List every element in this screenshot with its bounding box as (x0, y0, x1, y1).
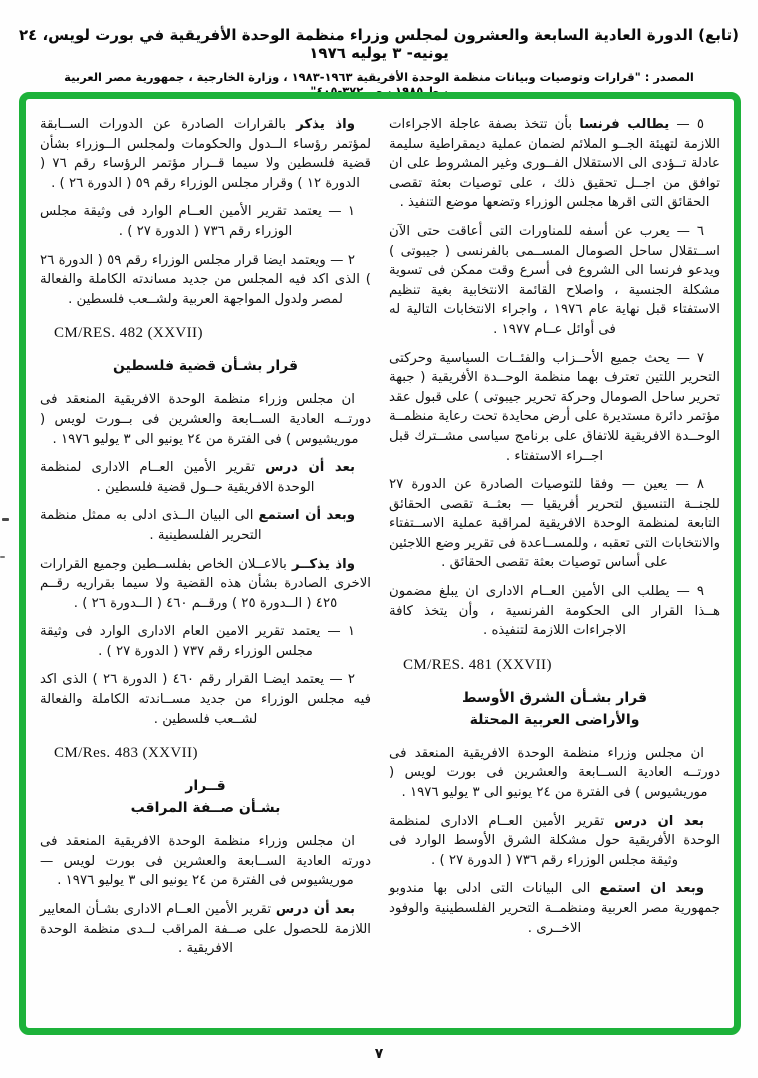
paragraph (389, 879, 720, 938)
resolution-code: CM/RES. 481 (XXVII) (403, 656, 552, 673)
text-run: ان مجلس وزراء منظمة الوحدة الافريقية المنعقد فى دورتــه العادية الســابعة والعشرين فى بــورت لويس ( موريشيوس ) فى الفترة من ٢٤ يونيو الى ٣ يوليو ١٩٧٦ . (40, 392, 371, 447)
bold-lead: يطالب فرنسا (579, 117, 670, 132)
text-run: ٦ — يعرب عن أسفه للمناورات التى أعاقت حتى الآن اســتقلال ساحل الصومال المســمى بالفرنسى ( جيبوتى ) ويدعو فرنسا الى الشروع فى أسرع وقت ممكن فى تسوية مشكلة الجنسية ، واصلاح القائمة الانتخابية بغية تنظيم الاستفتاء قبل نهاية عام ١٩٧٦ ، واجراء الانتخابات التالية له فى أوائل عــام ١٩٧٧ . (389, 223, 721, 337)
paragraph (40, 900, 371, 959)
paragraph (40, 506, 371, 545)
bold-lead: وبعد أن استمع (258, 508, 355, 524)
header-session-line: (تابع) الدورة العادية السابعة والعشرون لمجلس وزراء منظمة الوحدة الأفريقية في بورت لويس، ٢٤ يونيه- ٣ يوليه ١٩٧٦ (18, 26, 740, 62)
text-run: ٢ — ويعتمد ايضا قرار مجلس الوزراء رقم ٥٩ ( الدورة ٢٦ ) الذى اكد فيه المجلس من جديد مساندته الكاملة والفعالة لمصر ولدول المواجهة العربية ولشــعب فلسطين . (40, 252, 371, 307)
paragraph (40, 390, 371, 449)
paragraph (389, 349, 720, 467)
page-header (0, 26, 758, 98)
columns-container (26, 99, 734, 1028)
text-run: ٢ — يعتمد ايضـا القرار رقم ٤٦٠ ( الدورة ٢٦ ) الذى اكد فيه مجلس الوزراء من جديد مســاندته الكاملة والفعالة لشــعب فلسطين . (40, 672, 371, 727)
bold-lead: وبعد ان استمع (599, 881, 705, 897)
bold-lead: بعد ان درس (614, 813, 705, 829)
paragraph (389, 812, 720, 871)
scan-artifact-mark (2, 518, 9, 521)
scan-artifact-mark (0, 556, 5, 558)
paragraph (40, 832, 371, 891)
text-run: بالاعــلان الخاص بفلســطين وجميع القرارات الاخرى الصادرة بشأن هذه القضية ولا سيما بقراريه رقــم ٤٢٥ ( الــدورة ٢٥ ) ورقــم ٤٦٠ ( الــدورة ٢٦ ) . (40, 556, 371, 611)
text-run: ٥ — (669, 117, 704, 132)
paragraph (389, 582, 720, 641)
paragraph (40, 555, 371, 614)
resolution-title-line: قرار بشـأن الشرق الأوسط (461, 689, 648, 706)
text-run: بالقرارات الصادرة عن الدورات الســابقة لمؤتمر رؤساء الــدول والحكومات ولمجلس الــوزراء بشأن قضية فلسطين ولا سيما قــرار مؤتمر الرؤساء رقم ٧٦ ( الدورة ١٢ ) وقرار مجلس الوزراء رقم ٥٩ ( الدورة ٢٦ ) . (40, 117, 371, 191)
resolution-title-line: قــرار (185, 778, 226, 795)
text-run: الى البيان الــذى ادلى به ممثل منظمة التحرير الفلسطينية . (40, 508, 262, 543)
text-run: ان مجلس وزراء منظمة الوحدة الافريقية المنعقد فى دورته العادية الســابعة والعشرين فى بورت لويس — موريشيوس فى الفترة من ٢٤ يونيو الى ٣ يوليو ١٩٧٦ . (40, 834, 371, 889)
column-left (40, 115, 371, 1018)
text-run: ١ — يعتمد تقرير الامين العام الادارى الوارد فى وثيقة مجلس الوزراء رقم ٧٣٧ ( الدورة ٢٧ ) . (40, 624, 355, 659)
text-run: الى البيانات التى ادلى بها مندوبو جمهورية مصر العربية ومنظمــة التحرير الفلسطينية والوفود الاخــرى . (389, 881, 720, 936)
bold-lead: واذ يذكــر (292, 556, 355, 572)
resolution-title (389, 687, 720, 731)
paragraph (40, 202, 371, 241)
paragraph (40, 622, 371, 661)
resolution-title (40, 775, 371, 819)
text-run: ٨ — يعين — وفقا للتوصيات الصادرة عن الدورة ٢٧ للجنــة التنسيق لتحرير أفريقيا — بعثــة تقصى الحقائق التابعة لمنظمة الوحدة الافريقية لمراقبة عملية الاســتفتاء والانتخابات التى تعقبه ، وللمســاعدة فى تقرير وضع اللاجئين على أساس توصيات بعثة تقصى الحقائق . (389, 477, 720, 571)
bold-lead: واذ يذكر (296, 117, 355, 132)
header-source-line: المصدر : "قرارات وتوصيات وبيانات منظمة الوحدة الأفريقية ١٩٦٣-١٩٨٣ ، وزارة الخارجية ، جمهورية مصر العربية ، ط ١٩٨٥ ، ص ٣٧٢-٤٠٥" (64, 70, 694, 98)
paragraph (389, 222, 720, 340)
text-run: ٧ — يحث جميع الأحــزاب والفئــات السياسية وحركتى التحرير اللتين تعترف بهما منظمة الوحــدة الأفريقية ( جبهة تحرير ساحل الصومال وحركة تحرير جيبوتى ) على قبول عقد مؤتمر دائرة مستديرة على أرض محايدة تحت رعاية منظمــة الوحــدة الافريقية للاتفاق على برنامج سياسى مشــترك قبل اجــراء الاستفتاء . (389, 350, 720, 464)
text-run: ١ — يعتمد تقرير الأمين العــام الوارد فى وثيقة مجلس الوزراء رقم ٧٣٦ ( الدورة ٢٧ ) . (40, 204, 355, 239)
paragraph (40, 458, 371, 497)
document-frame (19, 92, 741, 1035)
resolution-code: CM/RES. 482 (XXVII) (54, 325, 203, 342)
resolution-title (40, 355, 371, 377)
resolution-title-line: بشـأن صــفة المراقب (130, 800, 281, 817)
page-number: ٧ (374, 1046, 384, 1062)
text-run: تقرير الأمين العــام الادارى لمنظمة الوحدة الأفريقية حول مشكلة الشرق الأوسط الوارد فى وثيقة مجلس الوزراء رقم ٧٣٦ ( الدورة ٢٧ ) . (389, 813, 720, 868)
text-run: ان مجلس وزراء منظمة الوحدة الافريقية المنعقد فى دورتــه العادية الســابعة والعشرين فى بورت لويس ( موريشيوس ) فى الفترة من ٢٤ يونيو الى ٣ يوليو ١٩٧٦ . (389, 745, 720, 801)
text-run: تقرير الأمين العــام الادارى لمنظمة الوحدة الافريقية حــول قضية فلسطين . (40, 460, 315, 495)
resolution-code: CM/Res. 483 (XXVII) (54, 745, 198, 762)
paragraph (40, 115, 371, 193)
paragraph (389, 475, 720, 573)
text-run: ٩ — يطلب الى الأمين العــام الادارى ان يبلغ مضمون هــذا القرار الى الحكومة الفرنسية ، وأن يتخذ كافة الاجراءات اللازمة لتنفيذه . (389, 584, 720, 639)
bold-lead: بعد أن درس (275, 902, 355, 918)
text-run: تقرير الأمين العــام الادارى بشـأن المعايير اللازمة للحصول على صــفة المراقب لــدى منظمة الوحدة الافريقية . (40, 902, 371, 957)
paragraph (389, 115, 720, 213)
paragraph (40, 670, 371, 729)
paragraph (40, 251, 371, 310)
paragraph (389, 744, 720, 803)
text-run: بأن تتخذ بصفة عاجلة الاجراءات اللازمة لتهيئة الجــو الملائم لضمان عملية ديمقراطية سليمة عادلة تــؤدى الى الاستقلال الفــورى وغير المشروط على ان توافق من اجــل تحقيق ذلك ، على توصيات بعثة تقصى الحقائق التى اقرها مجلس الوزراء وتضعها موضع التنفيذ . (389, 117, 720, 211)
resolution-title-line: والأراضى العربية المحتلة (469, 711, 640, 728)
column-right (389, 115, 720, 1018)
bold-lead: بعد أن درس (265, 460, 356, 476)
resolution-title-line: قرار بشـأن قضية فلسطين (112, 358, 299, 375)
